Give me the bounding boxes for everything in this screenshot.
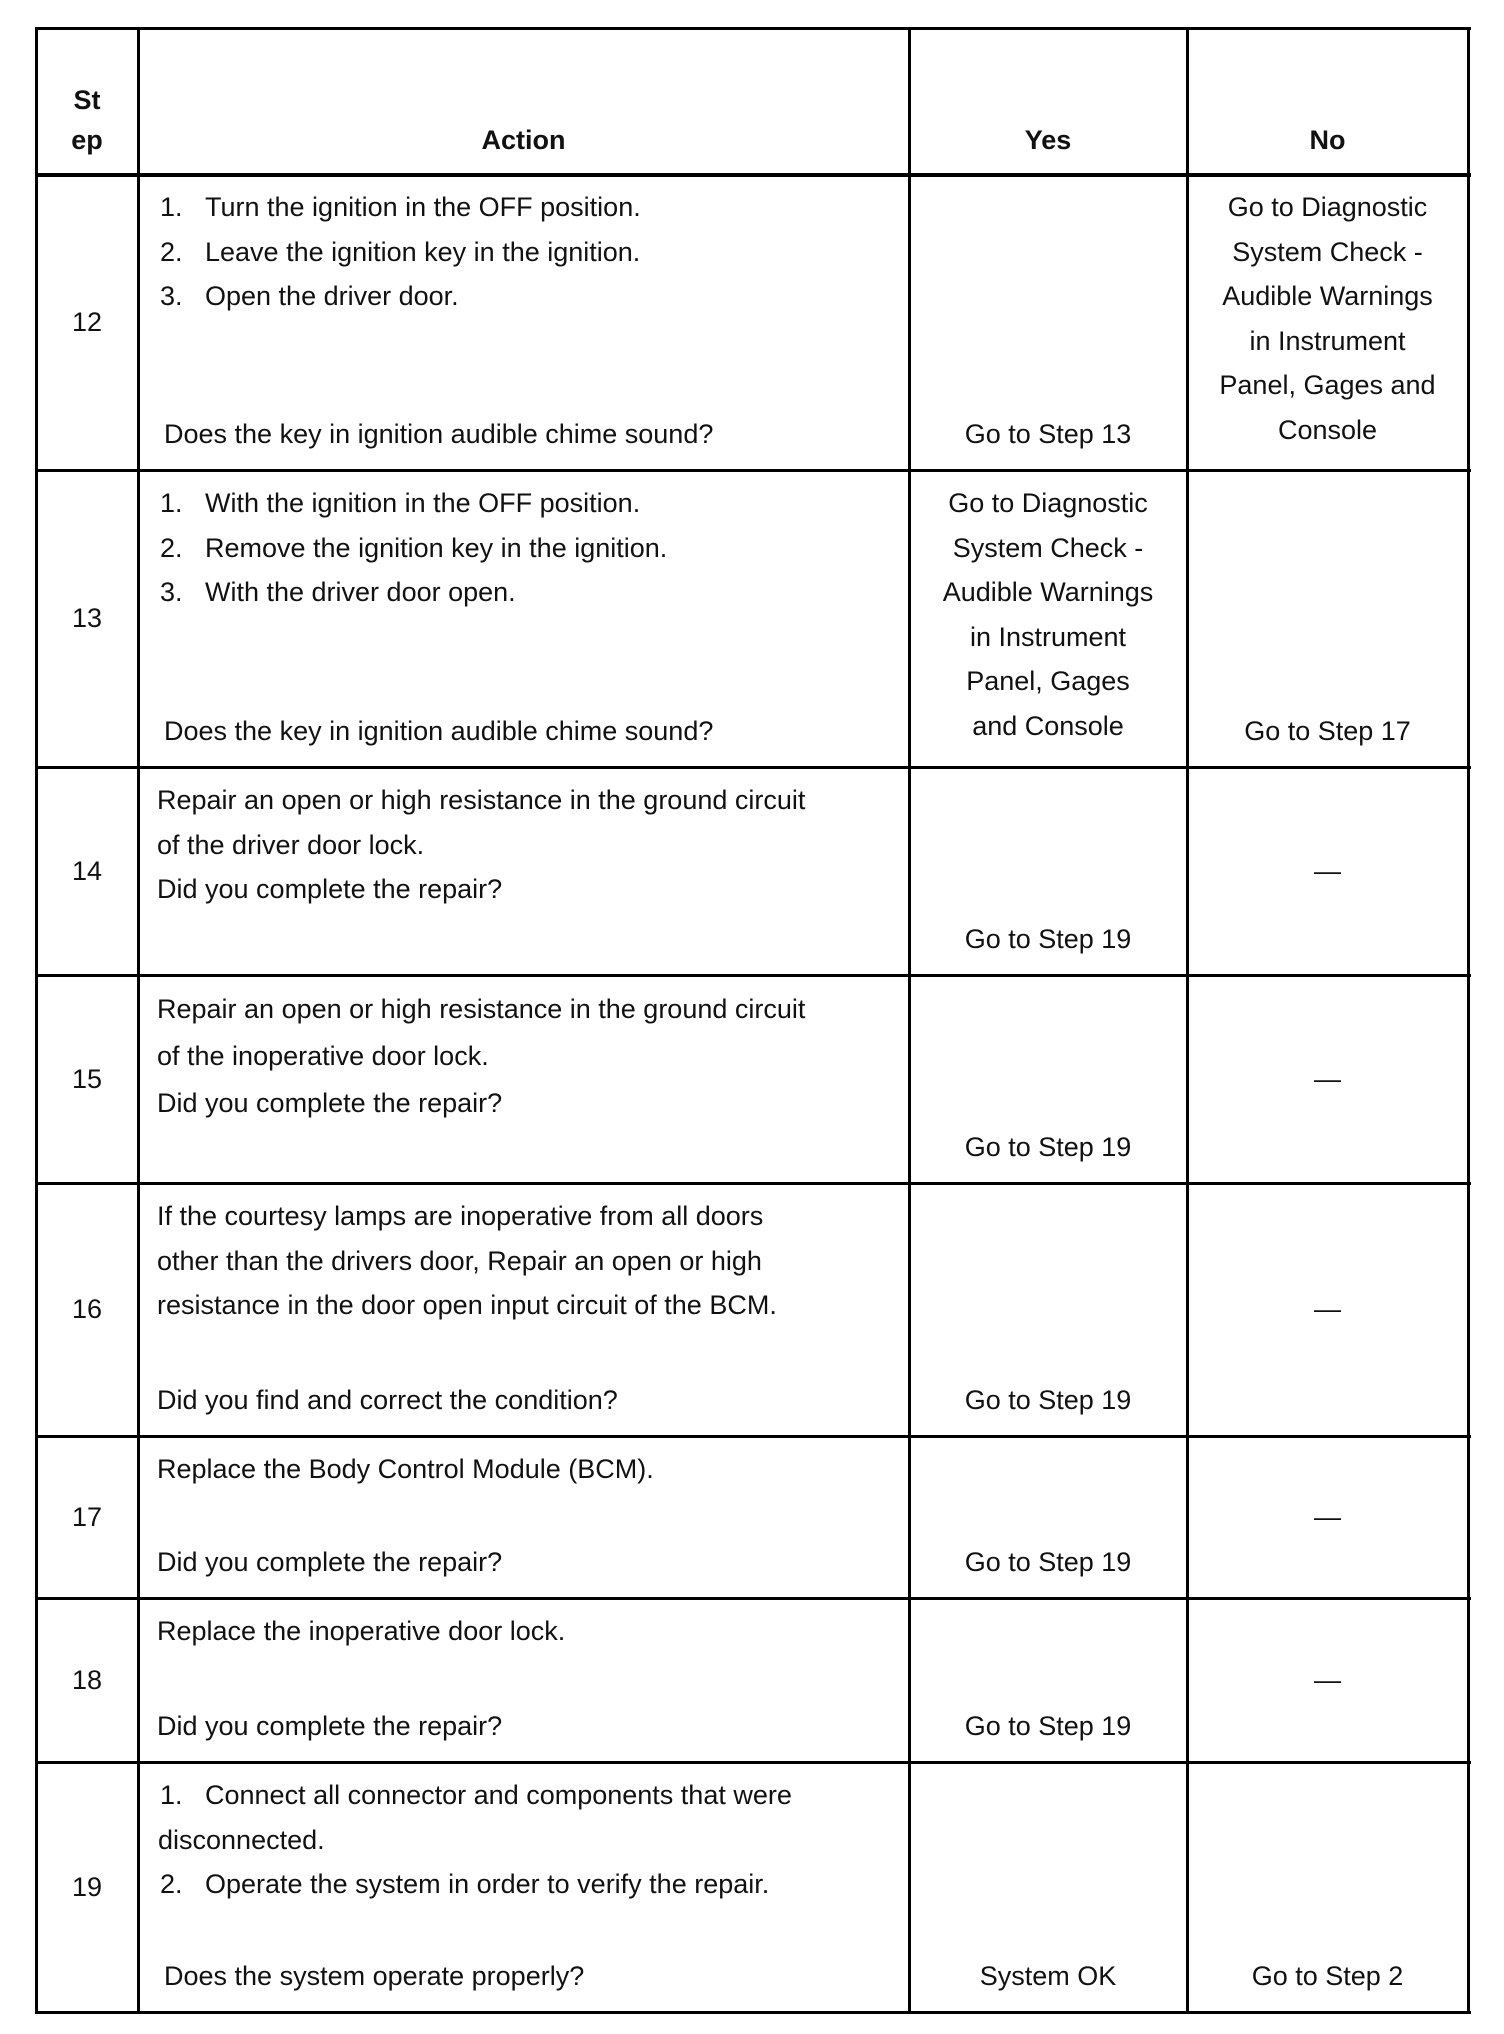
no-outcome: — <box>1314 1501 1341 1532</box>
row-border <box>36 1761 1471 1764</box>
row-border <box>36 1182 1471 1185</box>
yes-outcome: Go to Diagnostic System Check - Audible Warnings in Instrument Panel, Gages and Console <box>942 488 1154 741</box>
action-question: Did you complete the repair? <box>157 1711 503 1741</box>
action-item: Connect all connector and components that were <box>205 1780 792 1810</box>
action-item: Operate the system in order to verify the repair. <box>205 1869 770 1899</box>
action-item: Open the driver door. <box>205 281 459 311</box>
action-text: Repair an open or high resistance in the ground circuit of the driver door lock. Did you complete the repair? <box>157 785 806 904</box>
header-step: St ep <box>71 85 103 155</box>
yes-outcome: Go to Step 19 <box>964 1132 1132 1162</box>
list-number: 1. <box>160 488 183 518</box>
list-number: 3. <box>160 577 183 607</box>
yes-outcome: Go to Step 19 <box>964 1385 1132 1415</box>
step-number: 13 <box>71 603 103 634</box>
step-number: 12 <box>71 306 103 337</box>
header-yes: Yes <box>1024 125 1072 155</box>
list-number: 2. <box>160 1869 183 1899</box>
list-number: 1. <box>160 192 183 222</box>
action-text: Replace the inoperative door lock. <box>157 1616 566 1646</box>
list-number: 3. <box>160 281 183 311</box>
action-item: disconnected. <box>158 1824 325 1855</box>
list-number: 2. <box>160 532 183 563</box>
action-item: Remove the ignition key in the ignition. <box>205 532 668 563</box>
yes-outcome: Go to Step 19 <box>964 1547 1132 1577</box>
action-text: Replace the Body Control Module (BCM). <box>157 1454 654 1484</box>
action-item: With the driver door open. <box>205 577 516 607</box>
action-item: Leave the ignition key in the ignition. <box>205 236 641 267</box>
action-question: Did you complete the repair? <box>157 1547 503 1577</box>
row-border <box>36 27 1471 30</box>
action-item: With the ignition in the OFF position. <box>205 488 641 518</box>
action-question: Does the key in ignition audible chime sound? <box>164 419 714 449</box>
no-outcome: — <box>1314 1294 1341 1325</box>
row-border <box>36 1435 1471 1438</box>
action-text: Repair an open or high resistance in the ground circuit of the inoperative door lock. Did you complete the repair? <box>157 994 806 1118</box>
no-outcome: Go to Step 2 <box>1251 1961 1404 1991</box>
no-outcome: Go to Diagnostic System Check - Audible Warnings in Instrument Panel, Gages and Console <box>1219 192 1436 445</box>
list-number: 2. <box>160 236 183 267</box>
no-outcome: — <box>1314 1664 1341 1695</box>
no-outcome: — <box>1314 855 1341 886</box>
action-question: Did you find and correct the condition? <box>157 1385 618 1415</box>
action-question: Does the key in ignition audible chime sound? <box>164 716 714 746</box>
step-number: 16 <box>71 1294 103 1325</box>
step-number: 15 <box>71 1063 103 1094</box>
yes-outcome: Go to Step 19 <box>964 924 1132 954</box>
action-question: Does the system operate properly? <box>164 1961 585 1991</box>
no-outcome: — <box>1314 1063 1341 1094</box>
step-number: 18 <box>71 1664 103 1695</box>
yes-outcome: System OK <box>979 1961 1117 1991</box>
yes-outcome: Go to Step 19 <box>964 1711 1132 1741</box>
row-border <box>36 974 1471 977</box>
yes-outcome: Go to Step 13 <box>964 419 1132 449</box>
row-border <box>36 173 1471 177</box>
list-number: 1. <box>160 1780 183 1810</box>
header-action: Action <box>481 125 566 155</box>
step-number: 19 <box>71 1871 103 1902</box>
step-number: 14 <box>71 855 103 886</box>
row-border <box>36 766 1471 769</box>
header-no: No <box>1309 125 1346 155</box>
no-outcome: Go to Step 17 <box>1244 716 1411 746</box>
row-border <box>36 1597 1471 1600</box>
action-item: Turn the ignition in the OFF position. <box>205 192 641 222</box>
row-border <box>36 469 1471 472</box>
action-text: If the courtesy lamps are inoperative from all doors other than the drivers door, Repair an open or high resistance in the door open input circuit of the BCM. <box>157 1201 777 1320</box>
row-border <box>36 2011 1471 2014</box>
step-number: 17 <box>71 1501 103 1532</box>
